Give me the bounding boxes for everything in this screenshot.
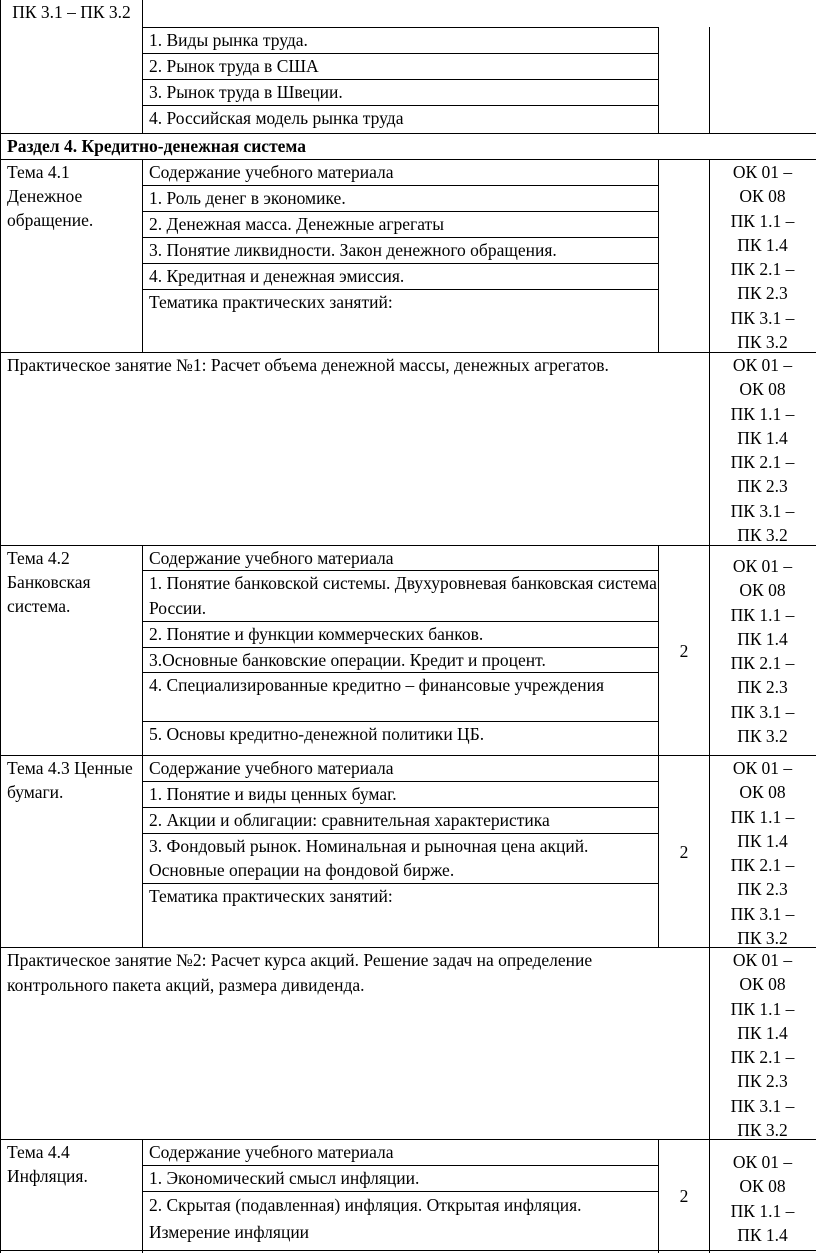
content-label: Содержание учебного материала xyxy=(149,758,394,778)
competencies: ОК 01 – ОК 08 ПК 1.1 – ПК 1.4 ПК 2.1 – ПК 2.3 ПК 3.1 – ПК 3.2 xyxy=(730,556,795,747)
topic-item: 3. Фондовый рынок. Номинальная и рыночная цена акций. Основные операции на фондовой бирже. xyxy=(149,836,589,880)
topic-item: 2. Акции и облигации: сравнительная характеристика xyxy=(149,810,550,830)
topic-item: 4. Специализированные кредитно – финансовые учреждения xyxy=(149,675,605,695)
topic-item: 1. Экономический смысл инфляции. xyxy=(149,1168,420,1188)
topic-item: 1. Роль денег в экономике. xyxy=(149,188,346,208)
top-item-4: 4. Российская модель рынка труда xyxy=(149,108,404,128)
competencies: ОК 01 – ОК 08 ПК 1.1 – ПК 1.4 ПК 2.1 – ПК 2.3 ПК 3.1 – ПК 3.2 xyxy=(730,162,795,353)
top-item-1: 1. Виды рынка труда. xyxy=(149,30,308,50)
competencies: ОК 01 – ОК 08 ПК 1.1 – ПК 1.4 ПК 2.1 – ПК 2.3 ПК 3.1 – ПК 3.2 xyxy=(730,758,795,949)
content-label: Содержание учебного материала xyxy=(149,1142,394,1162)
content-label: Содержание учебного материала xyxy=(149,548,394,568)
topic-title: Тема 4.4 Инфляция. xyxy=(7,1142,88,1186)
practice-text: Практическое занятие №2: Расчет курса акций. Решение задач на определение контрольного пакета акций, размера дивиденда. xyxy=(7,950,593,995)
top-item-3: 3. Рынок труда в Швеции. xyxy=(149,82,343,102)
topic-item: 5. Основы кредитно-денежной политики ЦБ. xyxy=(149,724,485,744)
topic-item: 2. Понятие и функции коммерческих банков. xyxy=(149,624,484,644)
competencies: ОК 01 – ОК 08 ПК 1.1 – ПК 1.4 xyxy=(730,1152,795,1245)
topic-item: 3.Основные банковские операции. Кредит и процент. xyxy=(149,650,546,670)
topic-item: 2. Денежная масса. Денежные агрегаты xyxy=(149,214,444,234)
top-code-cell: ПК 3.1 – ПК 3.2 xyxy=(12,2,131,22)
hours-value: 2 xyxy=(679,842,689,862)
hours-value: 2 xyxy=(679,641,689,661)
topic-title: Тема 4.1 Денежное обращение. xyxy=(7,162,94,230)
topic-item: 4. Кредитная и денежная эмиссия. xyxy=(149,266,405,286)
practice-label: Тематика практических занятий: xyxy=(149,886,393,906)
topic-item: 3. Понятие ликвидности. Закон денежного обращения. xyxy=(149,240,557,260)
topic-title: Тема 4.3 Ценные бумаги. xyxy=(7,758,133,802)
section-title: Раздел 4. Кредитно-денежная система xyxy=(7,136,306,156)
hours-value: 2 xyxy=(679,1186,689,1206)
content-label: Содержание учебного материала xyxy=(149,162,394,182)
topic-item: 1. Понятие банковской системы. Двухуровневая банковская система России. xyxy=(149,573,657,618)
competencies: ОК 01 – ОК 08 ПК 1.1 – ПК 1.4 ПК 2.1 – ПК 2.3 ПК 3.1 – ПК 3.2 xyxy=(730,950,795,1141)
topic-item: 2. Скрытая (подавленная) инфляция. Открытая инфляция. Измерение инфляции xyxy=(149,1195,582,1242)
practice-text: Практическое занятие №1: Расчет объема денежной массы, денежных агрегатов. xyxy=(7,355,609,375)
practice-label: Тематика практических занятий: xyxy=(149,292,393,312)
top-item-2: 2. Рынок труда в США xyxy=(149,56,319,76)
topic-title: Тема 4.2 Банковская система. xyxy=(7,548,91,616)
topic-item: 1. Понятие и виды ценных бумаг. xyxy=(149,784,397,804)
competencies: ОК 01 – ОК 08 ПК 1.1 – ПК 1.4 ПК 2.1 – ПК 2.3 ПК 3.1 – ПК 3.2 xyxy=(730,355,795,546)
